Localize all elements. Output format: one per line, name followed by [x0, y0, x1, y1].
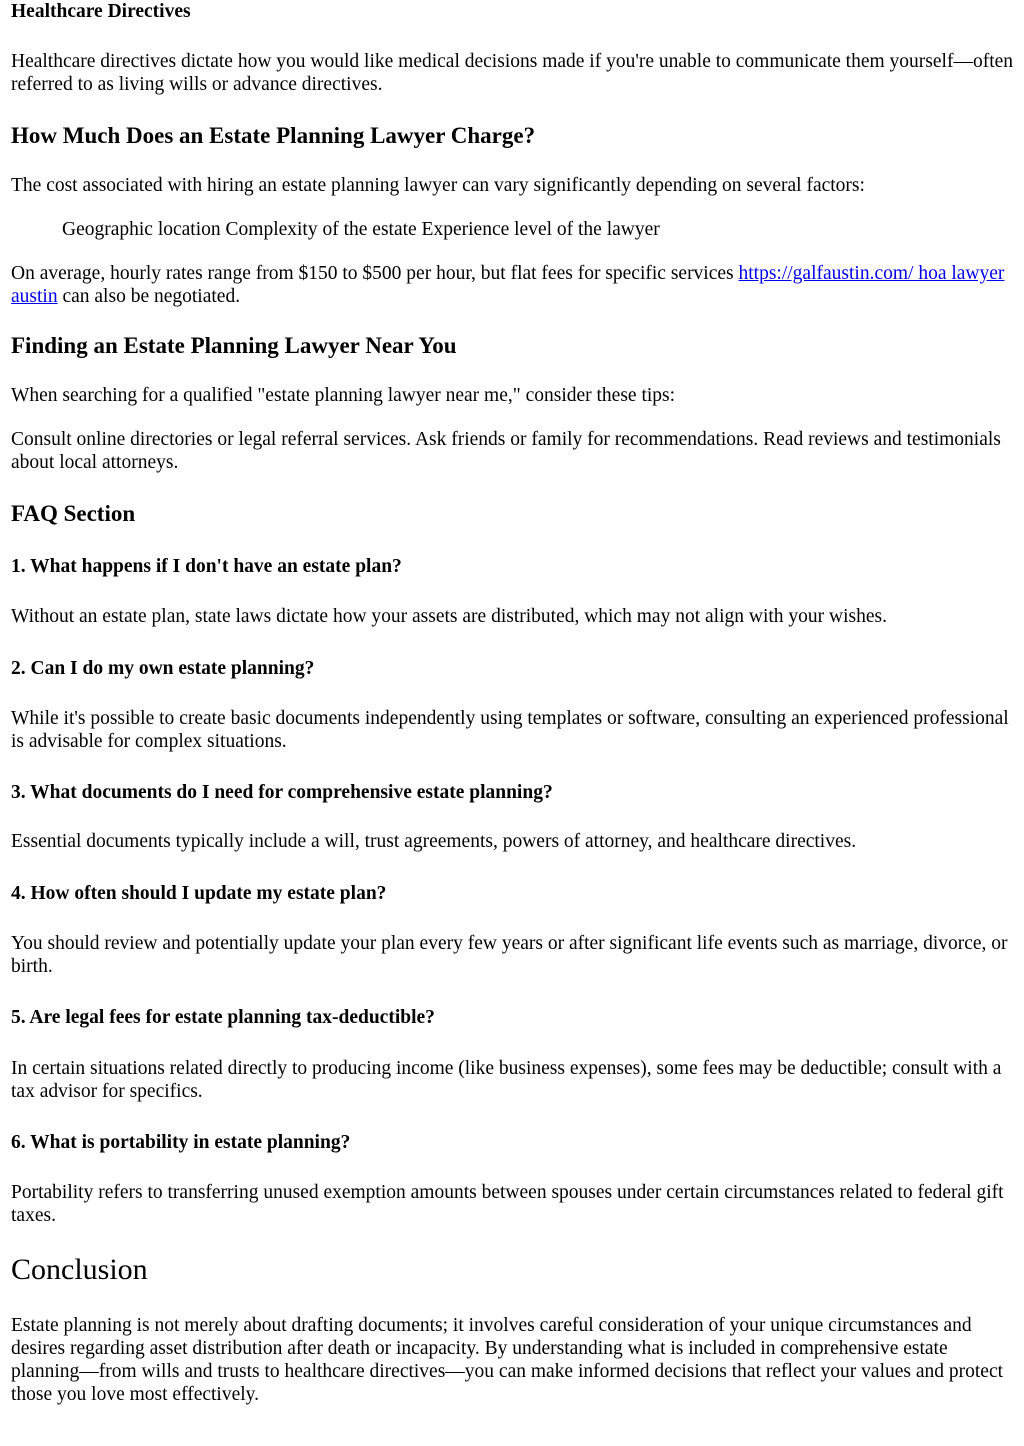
- faq-question: 2. Can I do my own estate planning?: [11, 658, 315, 679]
- faq-question: 4. How often should I update my estate plan?: [11, 883, 387, 904]
- average-rates-text-start: On average, hourly rates range from $150 to $500 per hour, but flat fees for specific services: [11, 263, 739, 284]
- faq-question: 5. Are legal fees for estate planning tax-deductible?: [11, 1007, 435, 1028]
- faq-question: 3. What documents do I need for comprehensive estate planning?: [11, 782, 553, 803]
- hoa-lawyer-austin-link[interactable]: https://galfaustin.com/ hoa lawyer austin: [11, 263, 1005, 307]
- healthcare-directives-text: Healthcare directives dictate how you would like medical decisions made if you're unable to communicate them yourself—often referred to as living wills or advance directives.: [11, 51, 1014, 95]
- average-rates-text-end: can also be negotiated.: [57, 286, 241, 307]
- lawyer-cost-heading: How Much Does an Estate Planning Lawyer Charge?: [11, 123, 536, 148]
- healthcare-directives-heading: Healthcare Directives: [11, 1, 191, 22]
- faq-answer: In certain situations related directly to producing income (like business expenses), some fees may be deductible; consult with a tax advisor for specifics.: [11, 1058, 1002, 1102]
- faq-answer: Without an estate plan, state laws dictate how your assets are distributed, which may not align with your wishes.: [11, 606, 887, 627]
- faq-answer: Portability refers to transferring unused exemption amounts between spouses under certain circumstances related to federal gift taxes.: [11, 1182, 1004, 1226]
- finding-lawyer-tips: Consult online directories or legal referral services. Ask friends or family for recommendations. Read reviews and testimonials about local attorneys.: [11, 429, 1001, 473]
- average-rates-text: [11, 262, 1013, 308]
- faq-answer: You should review and potentially update your plan every few years or after significant life events such as marriage, divorce, or birth.: [11, 933, 1008, 977]
- faq-question: 1. What happens if I don't have an estate plan?: [11, 556, 402, 577]
- faq-answer: While it's possible to create basic documents independently using templates or software, consulting an experienced professional is advisable for complex situations.: [11, 708, 1009, 752]
- finding-lawyer-intro: When searching for a qualified "estate planning lawyer near me," consider these tips:: [11, 385, 676, 406]
- conclusion-heading: Conclusion: [11, 1253, 148, 1286]
- conclusion-text: Estate planning is not merely about drafting documents; it involves careful consideration of your unique circumstances and desires regarding asset distribution after death or incapacity. By understanding what is included in comprehensive estate planning—from wills and trusts to healthcare directives—you can make informed decisions that reflect your values and protect those you love most effectively.: [11, 1315, 1004, 1405]
- faq-section-heading: FAQ Section: [11, 501, 136, 526]
- lawyer-cost-intro: The cost associated with hiring an estate planning lawyer can vary significantly depending on several factors:: [11, 175, 865, 196]
- finding-lawyer-heading: Finding an Estate Planning Lawyer Near You: [11, 333, 457, 358]
- cost-factors-list: Geographic location Complexity of the estate Experience level of the lawyer: [62, 219, 660, 240]
- faq-question: 6. What is portability in estate planning?: [11, 1132, 351, 1153]
- faq-answer: Essential documents typically include a will, trust agreements, powers of attorney, and healthcare directives.: [11, 831, 857, 852]
